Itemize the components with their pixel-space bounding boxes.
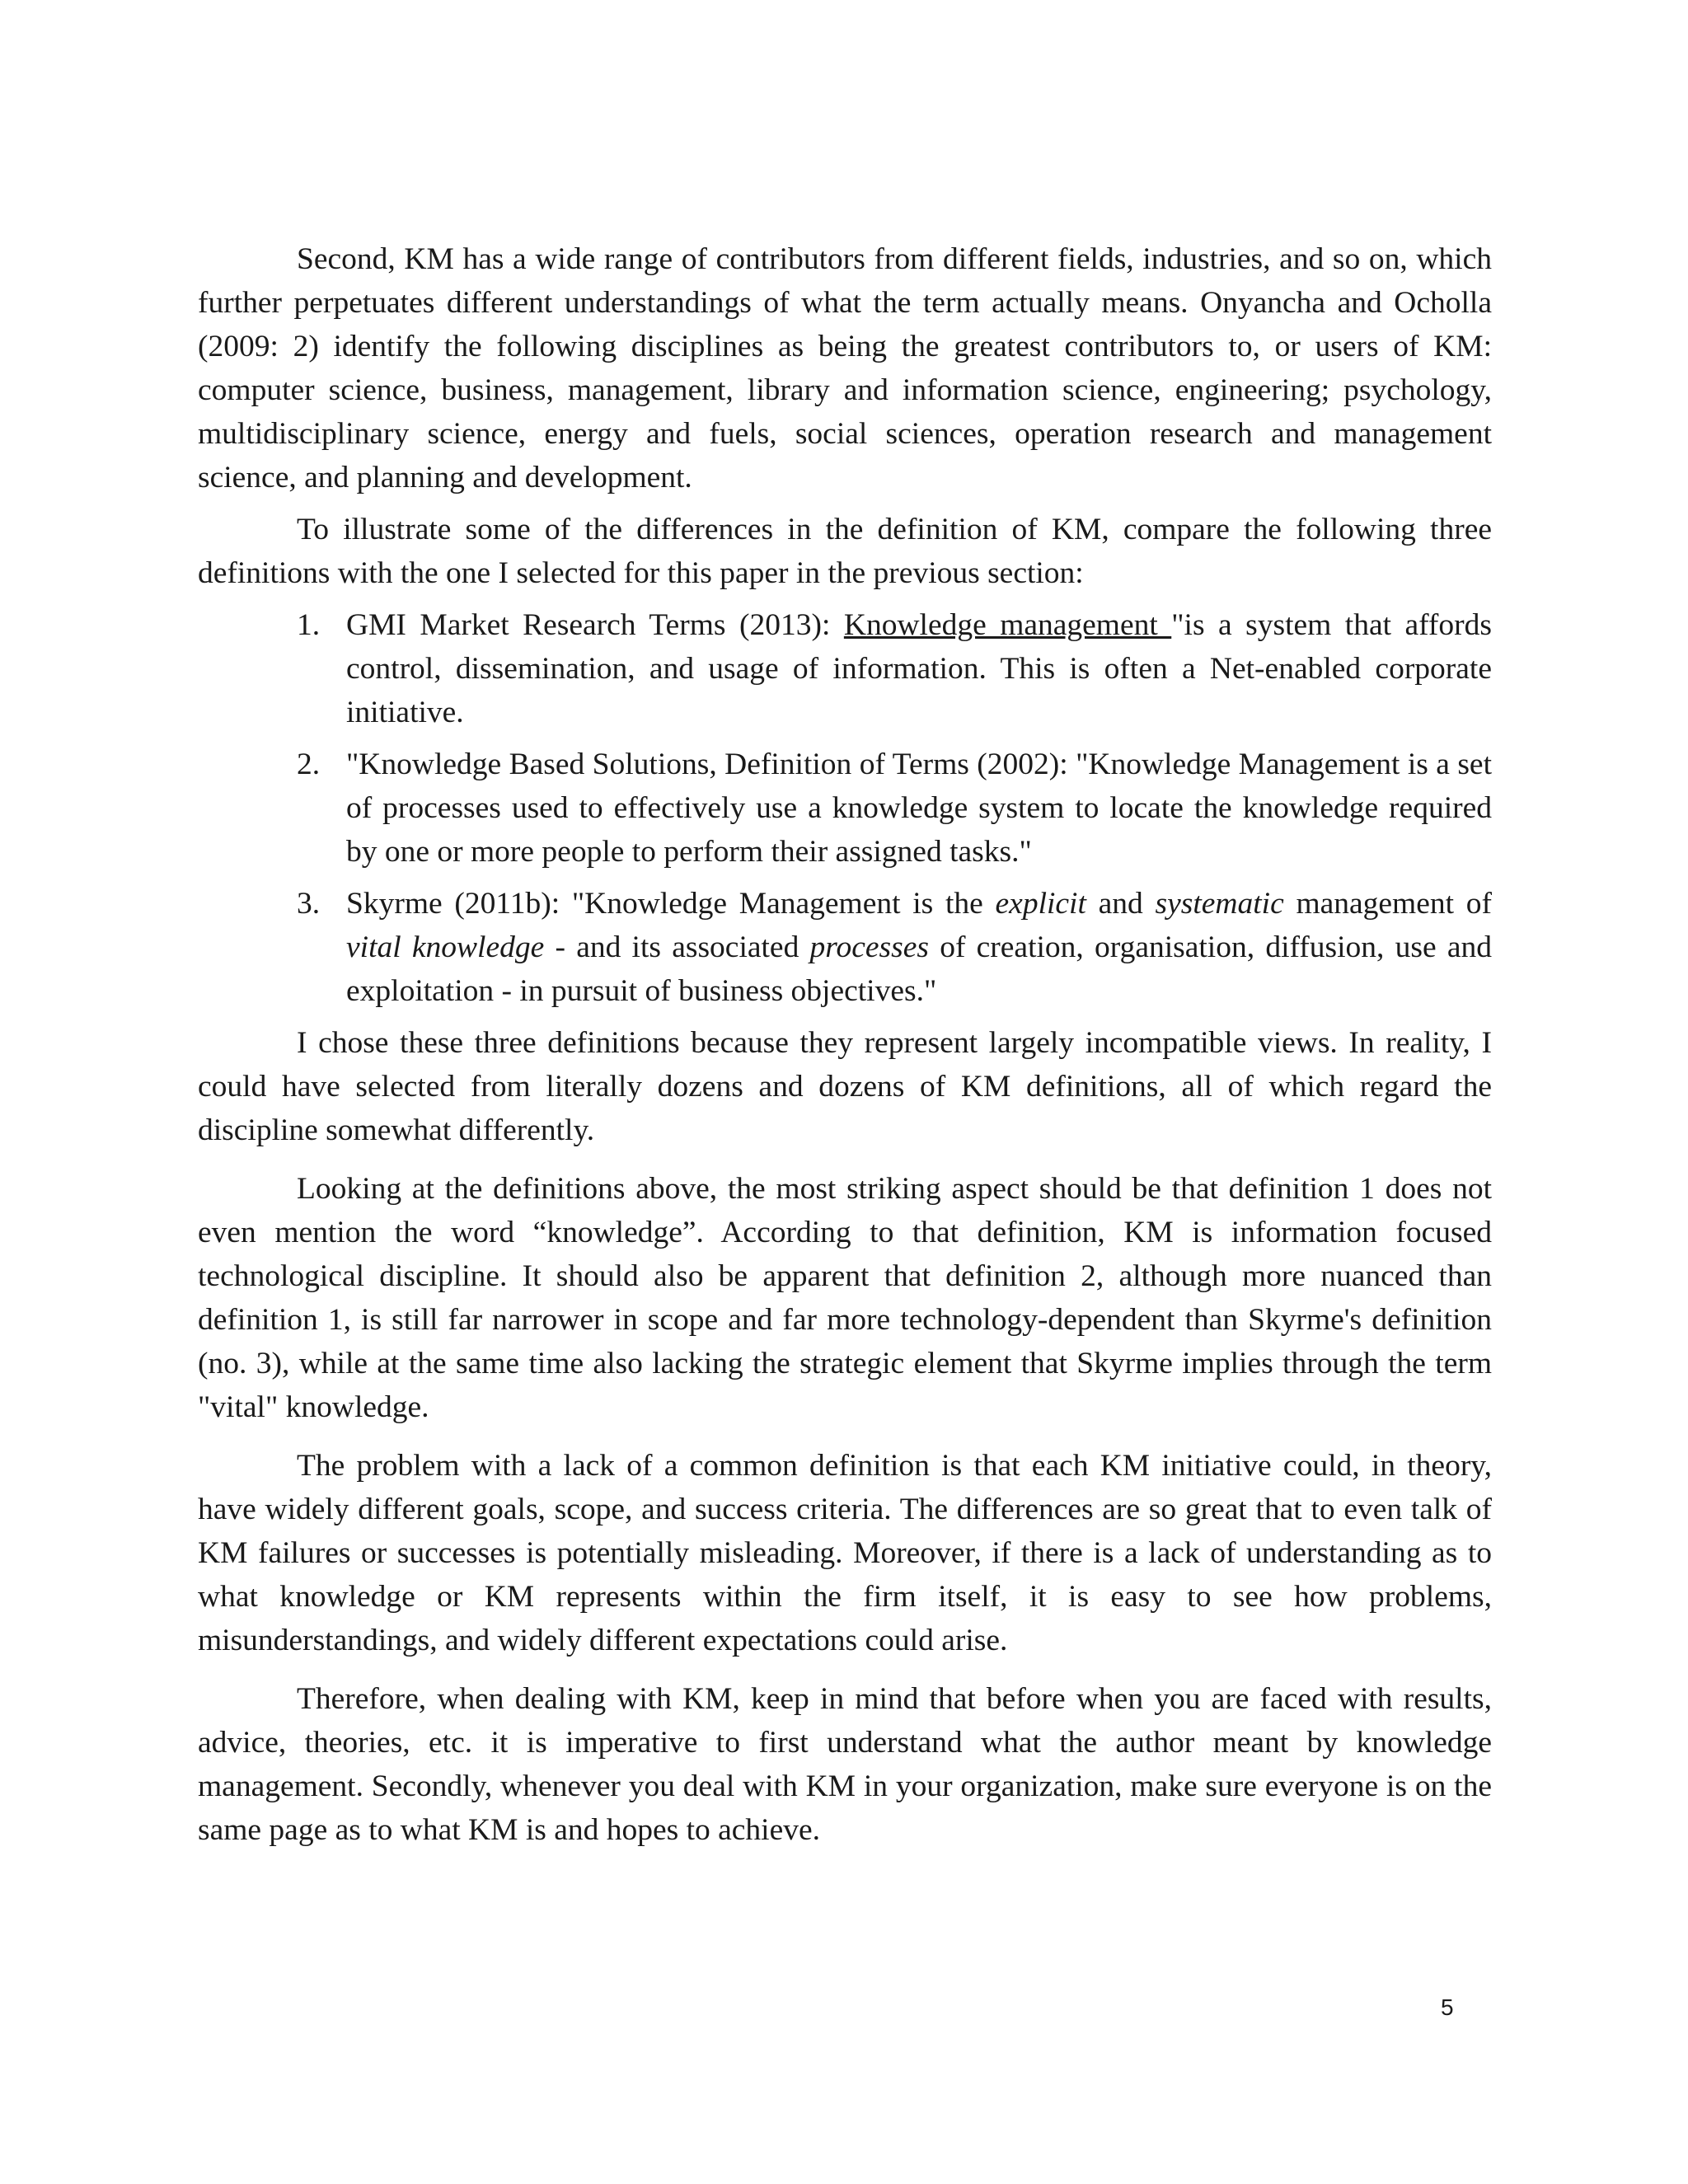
definition-text: "Knowledge Based Solutions, Definition of Terms (2002): "Knowledge Management is a set of processes used to effectively use a knowledge system to locate the knowledge required by one or more people to perform their assigned tasks." (346, 748, 1492, 869)
page-number: 5 (1441, 1994, 1454, 2020)
definition-lead: GMI Market Research Terms (2013): (346, 608, 844, 642)
definitions-list (198, 603, 1492, 1013)
emphasis-processes: processes (809, 930, 929, 964)
paragraph-illustrate: To illustrate some of the differences in the definition of KM, compare the following three definitions with the one I selected for this paper in the previous section: (198, 513, 1492, 590)
paragraph-chose-definitions: I chose these three definitions because they represent largely incompatible views. In reality, I could have selected from literally dozens and dozens of KM definitions, all of which regard the discipline somewhat differently. (198, 1026, 1492, 1147)
definition-text: Skyrme (2011b): "Knowledge Management is the (346, 887, 996, 921)
definition-item-2 (198, 743, 1492, 874)
document-body (198, 237, 1492, 1852)
definition-text: management of (1283, 887, 1492, 921)
paragraph-contributors: Second, KM has a wide range of contributors from different fields, industries, and so on, which further perpetuates different understandings of what the term actually means. Onyancha and Ocholla (2009: 2) identify the following disciplines as being the greatest contributors to, or users of KM: computer science, business, management, library and information science, engineering; psychology, multidisciplinary science, energy and fuels, social sciences, operation research and management science, and planning and development. (198, 242, 1492, 494)
definition-text: of creation, organisation, diffusion, use and exploitation - in pursuit of business objectives." (346, 930, 1493, 1008)
definition-term-link: Knowledge management (843, 608, 1172, 642)
definition-number: 3. (297, 887, 321, 921)
definition-item-1 (198, 603, 1492, 734)
paragraph-common-definition-problem: The problem with a lack of a common definition is that each KM initiative could, in theory, have widely different goals, scope, and success criteria. The differences are so great that to even talk of KM failures or successes is potentially misleading. Moreover, if there is a lack of understanding as to what knowledge or KM represents within the firm itself, it is easy to see how problems, misunderstandings, and widely different expectations could arise. (198, 1449, 1492, 1657)
paragraph-looking-at-definitions: Looking at the definitions above, the most striking aspect should be that definition 1 does not even mention the word “knowledge”. According to that definition, KM is information focused technological discipline. It should also be apparent that definition 2, although more nuanced than definition 1, is still far narrower in scope and far more technology-dependent than Skyrme's definition (no. 3), while at the same time also lacking the strategic element that Skyrme implies through the term "vital" knowledge. (198, 1172, 1492, 1424)
emphasis-systematic: systematic (1155, 887, 1284, 921)
emphasis-explicit: explicit (995, 887, 1086, 921)
definition-text: "is a system that affords control, dissemination, and usage of information. This is often a Net-enabled corporate initiative. (346, 608, 1493, 729)
definition-item-3 (198, 882, 1492, 1013)
definition-text: - and its associated (544, 930, 810, 964)
definition-number: 1. (297, 608, 321, 642)
definition-number: 2. (297, 748, 321, 781)
emphasis-vital-knowledge: vital knowledge (346, 930, 545, 964)
paragraph-therefore: Therefore, when dealing with KM, keep in mind that before when you are faced with results, advice, theories, etc. it is imperative to first understand what the author meant by knowledge management. Secondly, whenever you deal with KM in your organization, make sure everyone is on the same page as to what KM is and hopes to achieve. (198, 1682, 1492, 1847)
definition-text: and (1085, 887, 1156, 921)
